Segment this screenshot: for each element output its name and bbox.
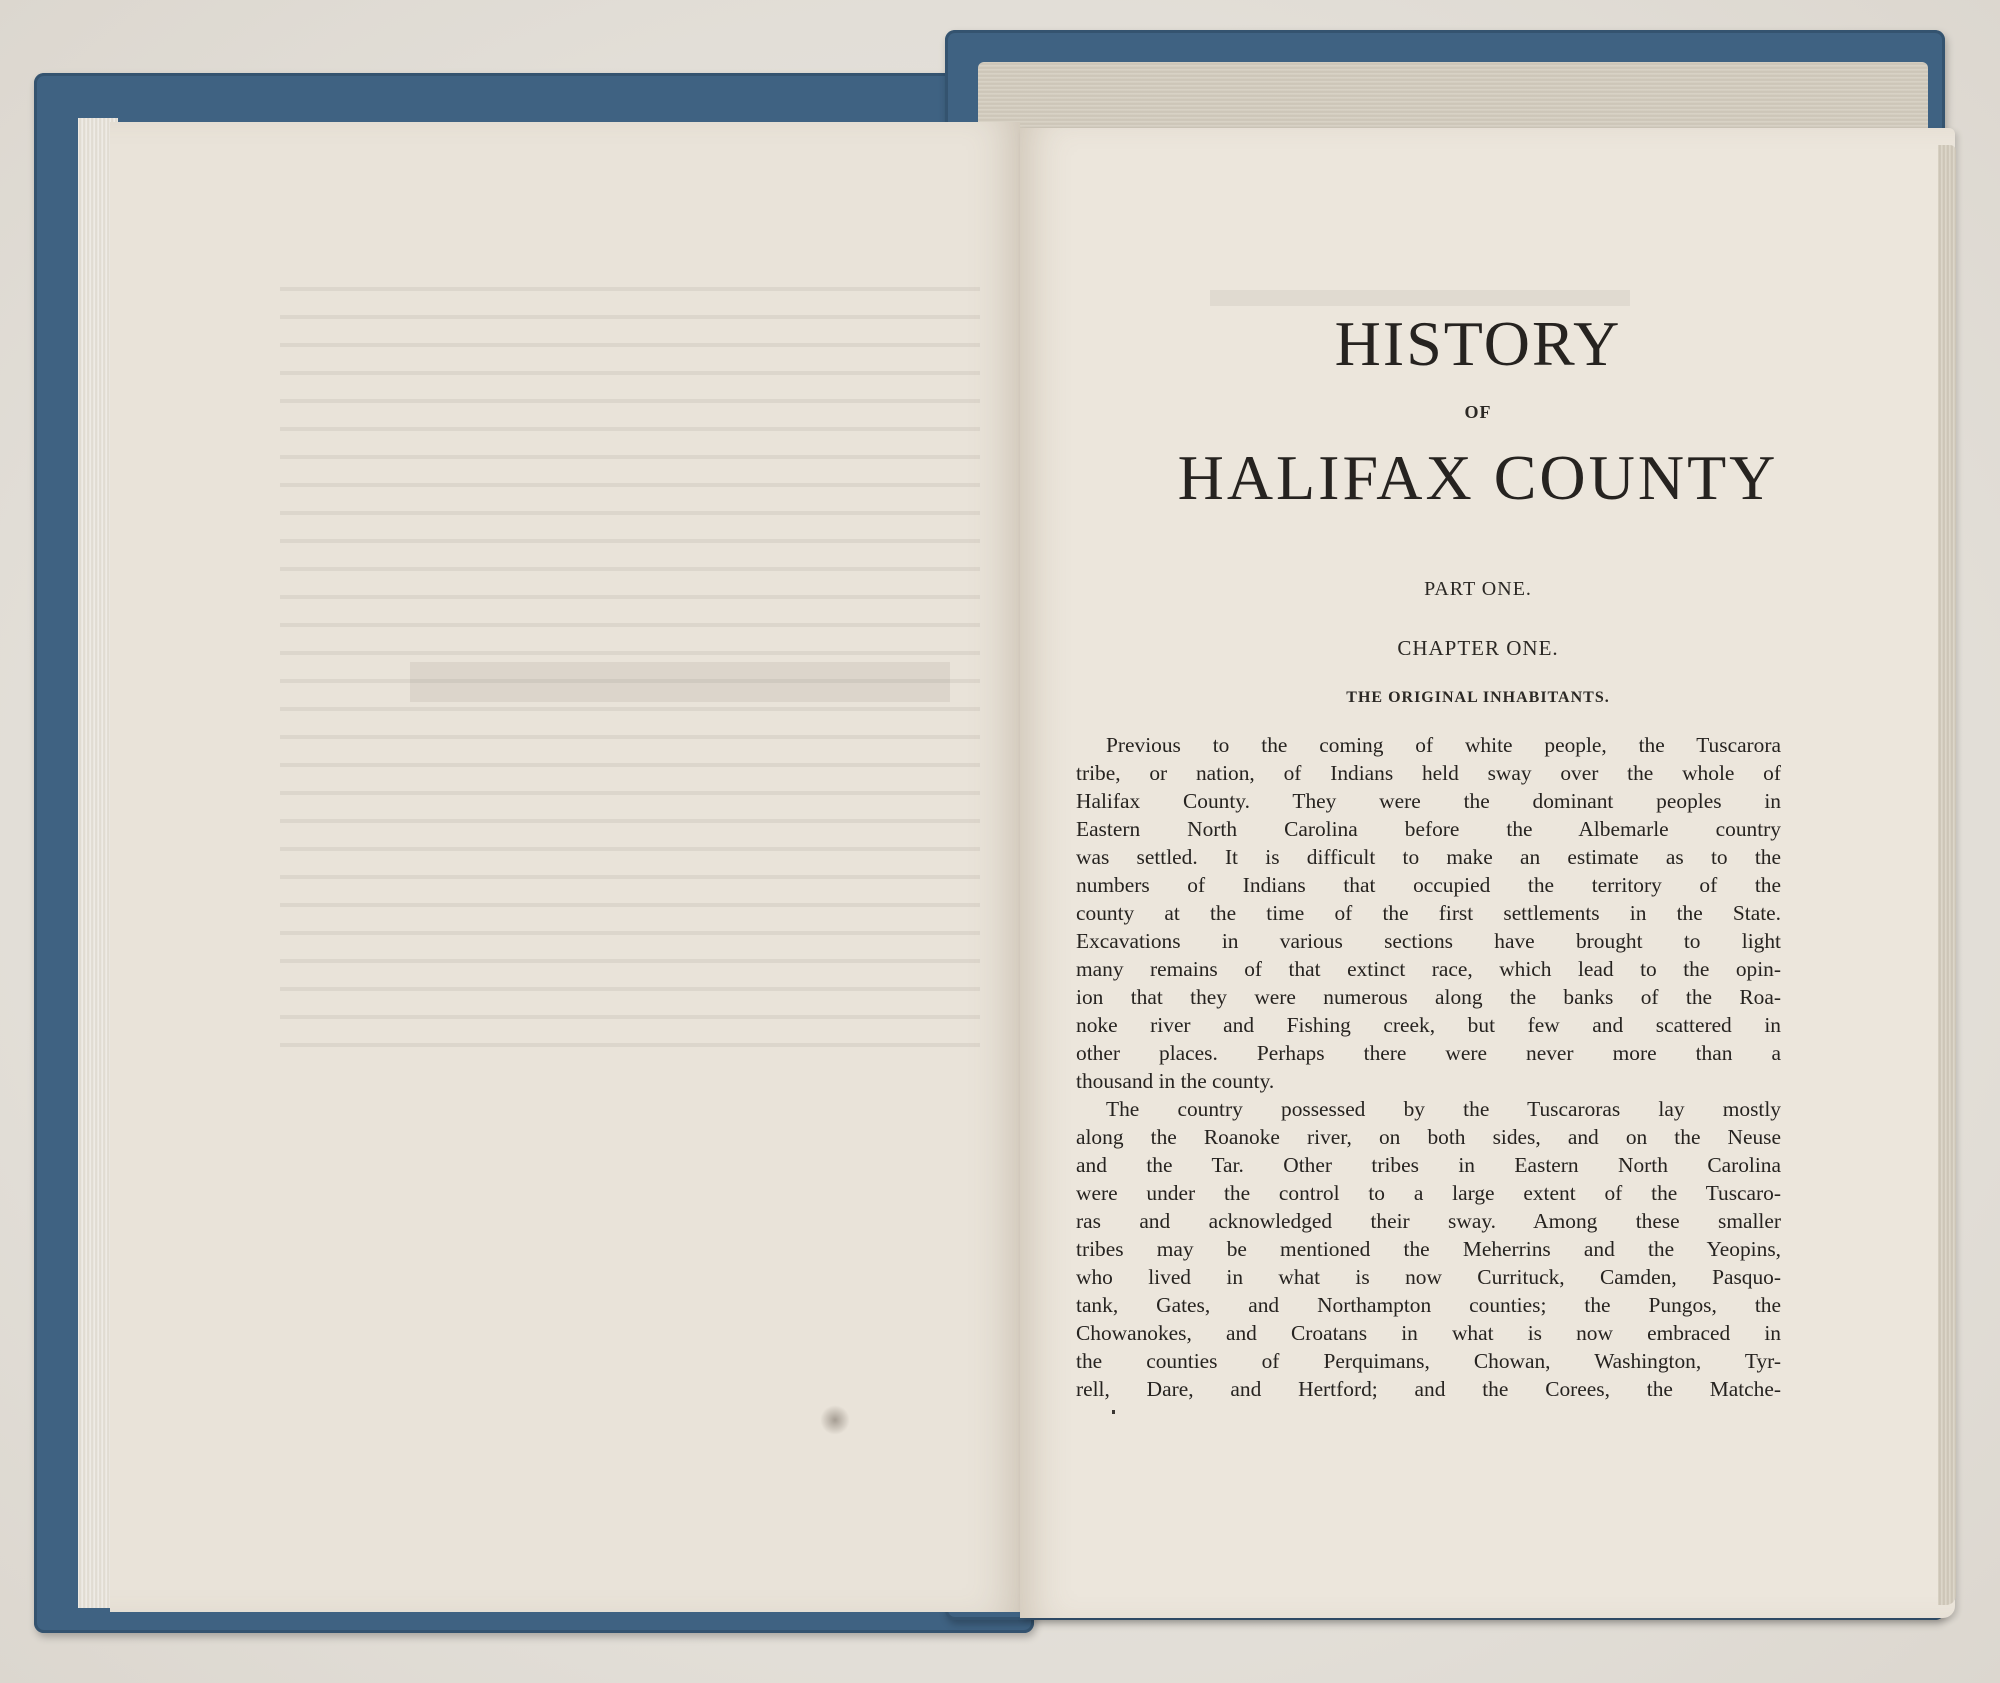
- text-line: Previous to the coming of white people, the Tuscarora: [1106, 733, 1781, 757]
- text-line: other places. Perhaps there were never more than a: [1076, 1041, 1781, 1065]
- text-line: ras and acknowledged their sway. Among these smaller: [1076, 1209, 1781, 1233]
- text-line: Chowanokes, and Croatans in what is now embraced in: [1076, 1321, 1781, 1345]
- show-through-text: [280, 270, 980, 1050]
- text-line: Halifax County. They were the dominant peoples in: [1076, 789, 1781, 813]
- right-page-edge: [1938, 145, 1956, 1605]
- body-text: [1076, 731, 1781, 1403]
- text-line: tribes may be mentioned the Meherrins and the Yeopins,: [1076, 1237, 1781, 1261]
- chapter-heading: CHAPTER ONE.: [1397, 636, 1559, 660]
- ink-dot: [1112, 1410, 1115, 1414]
- text-line: Eastern North Carolina before the Albemarle country: [1076, 817, 1781, 841]
- text-line: thousand in the county.: [1076, 1069, 1275, 1093]
- book-subtitle: HALIFAX COUNTY: [1177, 442, 1779, 513]
- page-block-edge: [978, 62, 1928, 132]
- text-line: The country possessed by the Tuscaroras lay mostly: [1106, 1097, 1781, 1121]
- text-line: along the Roanoke river, on both sides, and on the Neuse: [1076, 1125, 1781, 1149]
- text-line: tank, Gates, and Northampton counties; the Pungos, the: [1076, 1293, 1781, 1317]
- text-line: who lived in what is now Currituck, Camden, Pasquo-: [1076, 1265, 1781, 1289]
- text-line: noke river and Fishing creek, but few and scattered in: [1076, 1013, 1781, 1037]
- page-smudge: [820, 1405, 850, 1435]
- show-through-header: [1210, 290, 1630, 306]
- text-line: county at the time of the first settlements in the State.: [1076, 901, 1781, 925]
- text-line: rell, Dare, and Hertford; and the Corees, the Matche-: [1076, 1377, 1781, 1401]
- text-line: tribe, or nation, of Indians held sway over the whole of: [1076, 761, 1781, 785]
- show-through-title: [410, 662, 950, 702]
- section-heading: THE ORIGINAL INHABITANTS.: [1346, 689, 1610, 706]
- part-heading: PART ONE.: [1424, 578, 1532, 600]
- text-line: many remains of that extinct race, which lead to the opin-: [1076, 957, 1781, 981]
- book-title: HISTORY: [1334, 308, 1622, 379]
- title-connector: OF: [1464, 402, 1492, 422]
- text-line: the counties of Perquimans, Chowan, Washington, Tyr-: [1076, 1349, 1781, 1373]
- text-line: ion that they were numerous along the banks of the Roa-: [1076, 985, 1781, 1009]
- text-line: Excavations in various sections have brought to light: [1076, 929, 1781, 953]
- text-line: and the Tar. Other tribes in Eastern North Carolina: [1076, 1153, 1781, 1177]
- text-line: was settled. It is difficult to make an estimate as to the: [1076, 845, 1781, 869]
- text-line: were under the control to a large extent of the Tuscaro-: [1076, 1181, 1781, 1205]
- text-line: numbers of Indians that occupied the territory of the: [1076, 873, 1781, 897]
